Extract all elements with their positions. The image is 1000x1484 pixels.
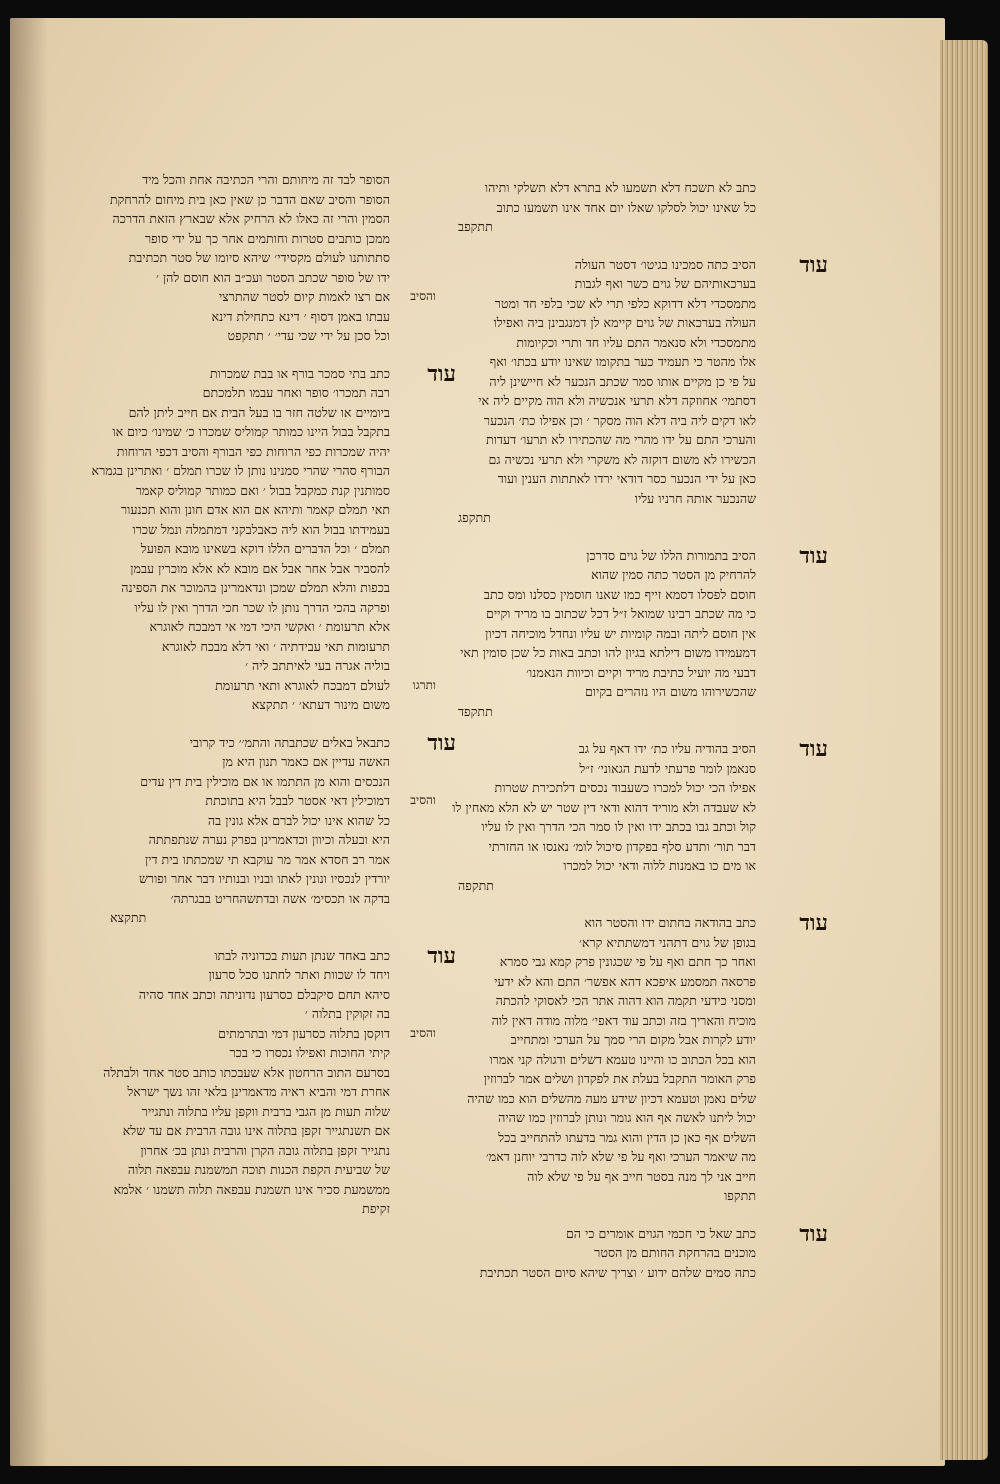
text-line: לא שעבדה ולא מוריד דהוא ודאי דין שטר יש לא הלא מאחין לו: [452, 799, 756, 815]
text-line: אם תשנתגייר זקפן בתלוה אינו גובה הרבית אם עד שלא: [122, 1123, 390, 1138]
section-number: תתקפה: [458, 877, 494, 893]
text-line: הכשירו לא משום דוקזה לא משקרי ולא תרעי נכשיה גם: [488, 451, 756, 467]
margin-word: והסיב: [410, 289, 436, 303]
page-edges: [940, 40, 988, 1460]
left-text-column: [70, 170, 456, 1237]
text-section: [418, 910, 828, 1206]
right-sections: [418, 251, 828, 1283]
text-line: זקיפת: [362, 1201, 390, 1216]
section-marker-od: עוד: [427, 942, 456, 969]
text-line: ידו של סופר שכתב הסטר ועכ״ב הוא חוסם להן ׳: [156, 269, 390, 285]
section-marker-od: עוד: [427, 360, 456, 387]
section-marker-od: עוד: [799, 1220, 828, 1247]
text-section: [70, 942, 456, 1219]
text-line: אפילו הכי יכול למכרו כשעבוד נכסים דלתכירת שטרות: [494, 780, 756, 795]
text-line: בתקבל בבול היינו כמותר קמוליס שמכרו כ׳ שמינו׳ כיום או: [112, 424, 390, 439]
text-line: אלו מהטר כי תעמיד כער בתקומו שאינו יודע בכתו׳ ואף: [489, 354, 756, 369]
section-marker-od: עוד: [799, 251, 828, 278]
section-number: תתקפג: [458, 510, 491, 525]
text-line: כל שאינו יכול לסלקו שאלו יום אחד אינו תשמעו כתוב: [496, 199, 756, 215]
text-line: תמלם ׳ וכל הדברים הללו דוקא בשאינו מובא הפועל: [140, 541, 390, 556]
text-row: [70, 287, 436, 307]
text-line: אמר רב חסדא אמר מר עוקבא תי שמכתתו בית דין: [144, 851, 390, 867]
text-line: כתב בתי סמכר בורף או בבת שמכרות: [209, 365, 390, 381]
text-line: משום מינור דעתא׳ ׳ תתקצא: [251, 697, 390, 712]
text-line: פרק האומר התקבל בעלת את לפקדון ושלים אמר לברוזין: [483, 1071, 756, 1086]
text-line: בגופן של גוים דתהני דמשתתיא קרא׳: [578, 934, 756, 950]
text-line: יהיה שמכרות כפי הרוחות כפי הבורף והסיב דכפי הרוחות: [116, 443, 390, 459]
text-line: בסרעם התוב הרחטון אלא שעבכתו כותב סטר אחד ולבתלה: [103, 1064, 390, 1080]
text-line: נתגייר זקפן בתלוה גובה הקרן והרבית ונתן בכ׳ אחרון: [140, 1142, 390, 1158]
text-line: על פי כן מקיים אותו סמר שכתב הנכער לא חיישינן ליה: [489, 373, 756, 389]
text-line: כתב לא תשכח דלא תשמעו לא בתרא דלא תשלקי ותיהו: [484, 180, 756, 195]
text-row: [70, 307, 390, 327]
text-line: מתמסכדי ולא סנאמר התם עליו חד ותרי וכקיומות: [516, 334, 756, 350]
gutter-shadow: [10, 18, 48, 1466]
text-line: ממכן כותבים סטרות וחותמים אחר כך על ידי סופר: [144, 230, 390, 246]
section-marker-od: עוד: [799, 542, 828, 569]
text-line: קיתי החוכות ואפילו נכסרו כי בכר: [229, 1045, 390, 1060]
text-row: [70, 695, 390, 715]
text-line: הוא בכל הכתוב כו והיינו טעמא דשלים ודגולה קני אמרו: [489, 1051, 756, 1067]
text-line: סמותנין קנת כמקבל בבול ׳ ואם כמותר קמוליס קאמר: [135, 482, 390, 498]
text-line: יורדין לנכסיו ונונין לאתו ובניו ובנותיו דבר אחר ופורש: [138, 871, 390, 886]
text-line: העולה בערכאות של גוים קיימא לן דמנגבינן ביה ואפילו: [493, 315, 756, 330]
text-line: בערכאותיהם של גוים כשר ואף לגבות: [574, 276, 756, 291]
text-line: סתתותנו לעולם מקסידי׳ שיהא סיומו של סטר תכתיבת: [128, 250, 390, 265]
text-line: הסופר לבד זה מיחותם והרי הכתיבה אחת והכל מיד: [142, 172, 390, 187]
text-row: [70, 326, 390, 346]
text-line: כתב בהודאה בחתום ידו והסטר הוא: [584, 915, 756, 930]
text-row: [70, 676, 436, 696]
margin-word: והסיב: [410, 793, 436, 807]
text-section: [418, 251, 828, 528]
text-line: הסיב כתה סמכינו בגיטו׳ דסטר העולה: [574, 256, 756, 272]
text-line: סנאמן לומר פרעתי לדעת הגאוני׳ ז״ל: [579, 760, 756, 776]
text-section: [418, 736, 828, 895]
text-section: [70, 360, 456, 715]
text-line: שלים נאמן וטעמא דכיון שידע מעה מהשלים הוא כמו שהיה: [467, 1090, 756, 1106]
text-line: בוליה אגרה בעי לאיתתב ליה ׳: [245, 658, 390, 673]
text-line: מתמסכדי דלא דדוקא כלפי תרי לא שכי בלפי חד ומטר: [494, 295, 756, 311]
text-section: [418, 1220, 828, 1283]
text-line: סיהא תחם סיקבלם כסרעון נדוניתה וכתב אחד סהיה: [138, 986, 390, 1002]
text-line: והערכי התם על ידו מהרי מה שהכתירו לא תרעו׳ דעדות: [486, 432, 756, 447]
text-row: [70, 811, 390, 831]
text-line: הנכסים והוא מן התתמו או אם מוכילין בית דין עדים: [140, 773, 390, 789]
right-text-column: [418, 178, 828, 1300]
text-line: ופרקה בהכי הדרך נותן לו שכר חכי הדרך ואין לו עליו: [134, 599, 390, 615]
section-number: תתקפד: [458, 703, 493, 719]
text-section: [70, 729, 456, 928]
text-line: אין חוסם ליתה ובמה קומיות יש עליו ונחדל מוכיחה דכיון: [485, 625, 756, 641]
text-line: כתב שאל כי חכמי הגוים אומרים כי הם: [565, 1225, 756, 1241]
text-line: כל שהוא אינו יכול לברם אלא גונין בה: [207, 812, 390, 828]
text-line: תתקפו: [724, 1188, 756, 1203]
text-line: ויחד לו שכוות ואתר לחתנו סכל סרעון: [208, 967, 390, 982]
text-line: כתבאל באלים שכתבתה והתמ׳׳ כיד קרובי: [189, 734, 390, 750]
text-line: כאן על ידי הנכער כסר דודאי ירדו לאתתות הענין ועוד: [497, 471, 756, 486]
text-line: השלים אף כאן כן הדין והוא גמר בדעתו להתחייב בכל: [498, 1129, 756, 1145]
text-line: רבה תמכרו׳ סופר ואחר עבמו תלמכתם: [202, 385, 390, 400]
text-line: אחרת דמי והביא ראיה מדאמרינן בלאי זהו נשך ישראל: [127, 1084, 390, 1099]
text-line: להסביר אבל אחר אבל אם מובא לא אלא מוכרין עבמן: [130, 560, 390, 576]
text-line: בכפות והלא תמלם שמכן ונדאמרינן בהמוכר את הספינה: [121, 580, 390, 595]
section-number: תתקצא: [110, 910, 147, 925]
text-line: או מים כו באמנות ללוה ודאי יכול למכרו: [563, 858, 756, 873]
text-line: וכל סכן על ידי שכי עדי׳ ׳ תתקפט: [227, 328, 390, 343]
text-line: שלוה תעות מן הגבי ברבית ווקפן עליו בתלוה ונתגייר: [141, 1103, 390, 1119]
text-line: ומסני כידעי תקמה הוא דהוה אתר הכי לאסוקי להכתה: [495, 993, 756, 1008]
text-line: חוסם לפסלו דסמא זייף כמו שאנו חוסמין כסלנו ומס כתב: [483, 586, 756, 602]
text-line: ביומיים או שלטה חזר בו בעל הבית אם חייב ליתן להם: [128, 404, 390, 420]
text-line: אם רצו לאמות קיום לסטר שהתרצי: [218, 289, 390, 304]
text-line: מה שיאמר הערכי ואף על פי שלא לוה כדרבי יוחנן דאמ׳: [485, 1149, 756, 1164]
text-line: הסמין והרי זה כאלו לא הרחיק אלא שבארץ הזאת הדרכה: [112, 211, 390, 226]
text-line: דוקסן בתלוה כסרעון דמי ובתרמתים: [218, 1025, 390, 1041]
text-line: חייב אני לך מנה בסטר חייב אף על פי שלא לוה: [527, 1168, 756, 1184]
section-marker-od: עוד: [427, 729, 456, 756]
section-marker-od: עוד: [799, 736, 828, 762]
text-line: מוכיח והאריך בזה וכתב עוד דאפי׳ מלוה מודה דאין לוה: [491, 1012, 756, 1028]
margin-word: והסיב: [410, 1025, 436, 1040]
left-sections: [70, 360, 456, 1219]
margin-word: ותרגו: [412, 677, 436, 692]
text-line: דסתמי׳ אחוזקה דלא תרעי אנכשיה ולא הוה מקיים ליה אי: [478, 393, 756, 408]
text-line: האשה עדיין אם כאמר תנון היא מן: [222, 754, 390, 769]
text-line: הסיב בהודיה עליו כת׳ ידו דאף על גב: [578, 741, 756, 756]
left-intro-rows: [70, 287, 436, 346]
text-line: לעולם דמבכח לאוגרא ותאי תרעומת: [215, 677, 390, 693]
text-line: תאי תמלם קאמר ותיהא אם הוא אדם חונן והוא תכנעור: [120, 502, 390, 517]
text-line: בדקה או תכסימ׳ אשה ובדתשהחריט בבגרתה׳: [170, 890, 390, 906]
text-line: קול וכתב גבו בכתב ידו ואין לו סמר הכי הדרך ואין לו עליו: [481, 819, 756, 834]
text-line: פרסאה תמסמע איפכא דהא אפשר׳ התם והא לא ידעי: [494, 973, 756, 989]
text-row: [70, 791, 436, 811]
text-line: אלא תרעומת ׳ ואקשי היכי דמי אי דמבכח לאוגרא: [149, 619, 390, 634]
text-line: דמעמידו משום דילתא בגיון להו וכתב באות כל שכן סומין תאי: [460, 645, 756, 660]
text-section: [418, 542, 828, 722]
text-line: בעמידתו בבול הוא ליה כאבלבקני דמתמלה ונמל שכרו: [132, 521, 390, 537]
section-marker-od: עוד: [799, 910, 828, 936]
text-line: בה זקוקין בתלוה ׳: [304, 1006, 390, 1021]
text-line: עבתו באמן דסוף ׳ דינא כתחילת דינא: [211, 308, 390, 324]
text-row: [70, 1024, 436, 1044]
text-line: לאו דקים ליה ביה דלא הוה מסקר ׳ וכן אפילו כת׳ הנכער: [483, 412, 756, 428]
text-line: כי מה שכתב רבינו שמואל ז״ל דכל שכתוב בו מריד וקיים: [485, 606, 756, 621]
text-line: דבעי מה יועיל כתיבת מריד וקיים וכיוות הנאמנו׳: [526, 664, 756, 680]
text-line: יודע לקרות אבל מקום הרי סמך על הערכי ומתחייב: [510, 1032, 756, 1047]
text-line: היא ובעלה וכיוון וכדאמרינן בפרק נערה שנתפתתה: [148, 832, 390, 847]
text-line: הסיב בתמורות הללו של גוים סדרכן: [586, 547, 756, 563]
scan-border: [0, 18, 10, 1466]
text-line: תרעומות תאי עבידתיה ׳ ואי דלא מבכח לאוגרא: [161, 638, 390, 654]
left-intro: [70, 170, 436, 346]
text-line: דבר תור׳ ותדע סלף בפקדון סיכול לומ׳ נאנסו או החזרתי: [488, 838, 756, 854]
text-line: של שביעית הקפת הכנות תוכה תמשמנת עבפאה תלוה: [127, 1162, 390, 1177]
text-line: להרחיק מן הסטר כתה סמין שהוא: [591, 567, 756, 582]
text-line: שהנכער אותה חרניו עליו: [634, 490, 756, 506]
text-line: שהכשירוהו משום היו נזהרים בקיום: [584, 684, 756, 699]
text-line: מוכנים בהרחקת החותם מן הסטר: [594, 1245, 756, 1260]
section-number: תתקפב: [458, 219, 493, 234]
text-line: יכול ליתנו לאשה אף הוא גומר ונותן לברוזין כמו שהיה: [498, 1110, 756, 1125]
text-row: [70, 772, 390, 792]
text-line: כתה סמים שלהם ידוע ׳ וצריך שיהא סיום הסטר תכתיבת: [479, 1264, 756, 1280]
text-line: הסופר והסיב שאם הדבר כן שאין כאן בית מיחום להרחקת: [109, 191, 390, 207]
right-intro: [418, 178, 756, 237]
text-line: הבורף סהרי שהרי סמנינו נותן לו שכרו תמלם ׳ ואתרינן בגמרא: [91, 463, 390, 478]
text-line: ואחר כך חתם ואף על פי שכגונין פרק קמא גבי סמרא: [499, 954, 756, 969]
text-line: כתב באחד שנתן תעות בכדוניה לבתו: [214, 947, 390, 963]
text-line: דמוכילין דאי אסטר לבבל היא בתוכתת: [205, 793, 390, 808]
text-line: ממשמעת סכיר אינו תשמנת עבפאה תלוה תשמנו ׳ אלמא: [113, 1181, 390, 1197]
